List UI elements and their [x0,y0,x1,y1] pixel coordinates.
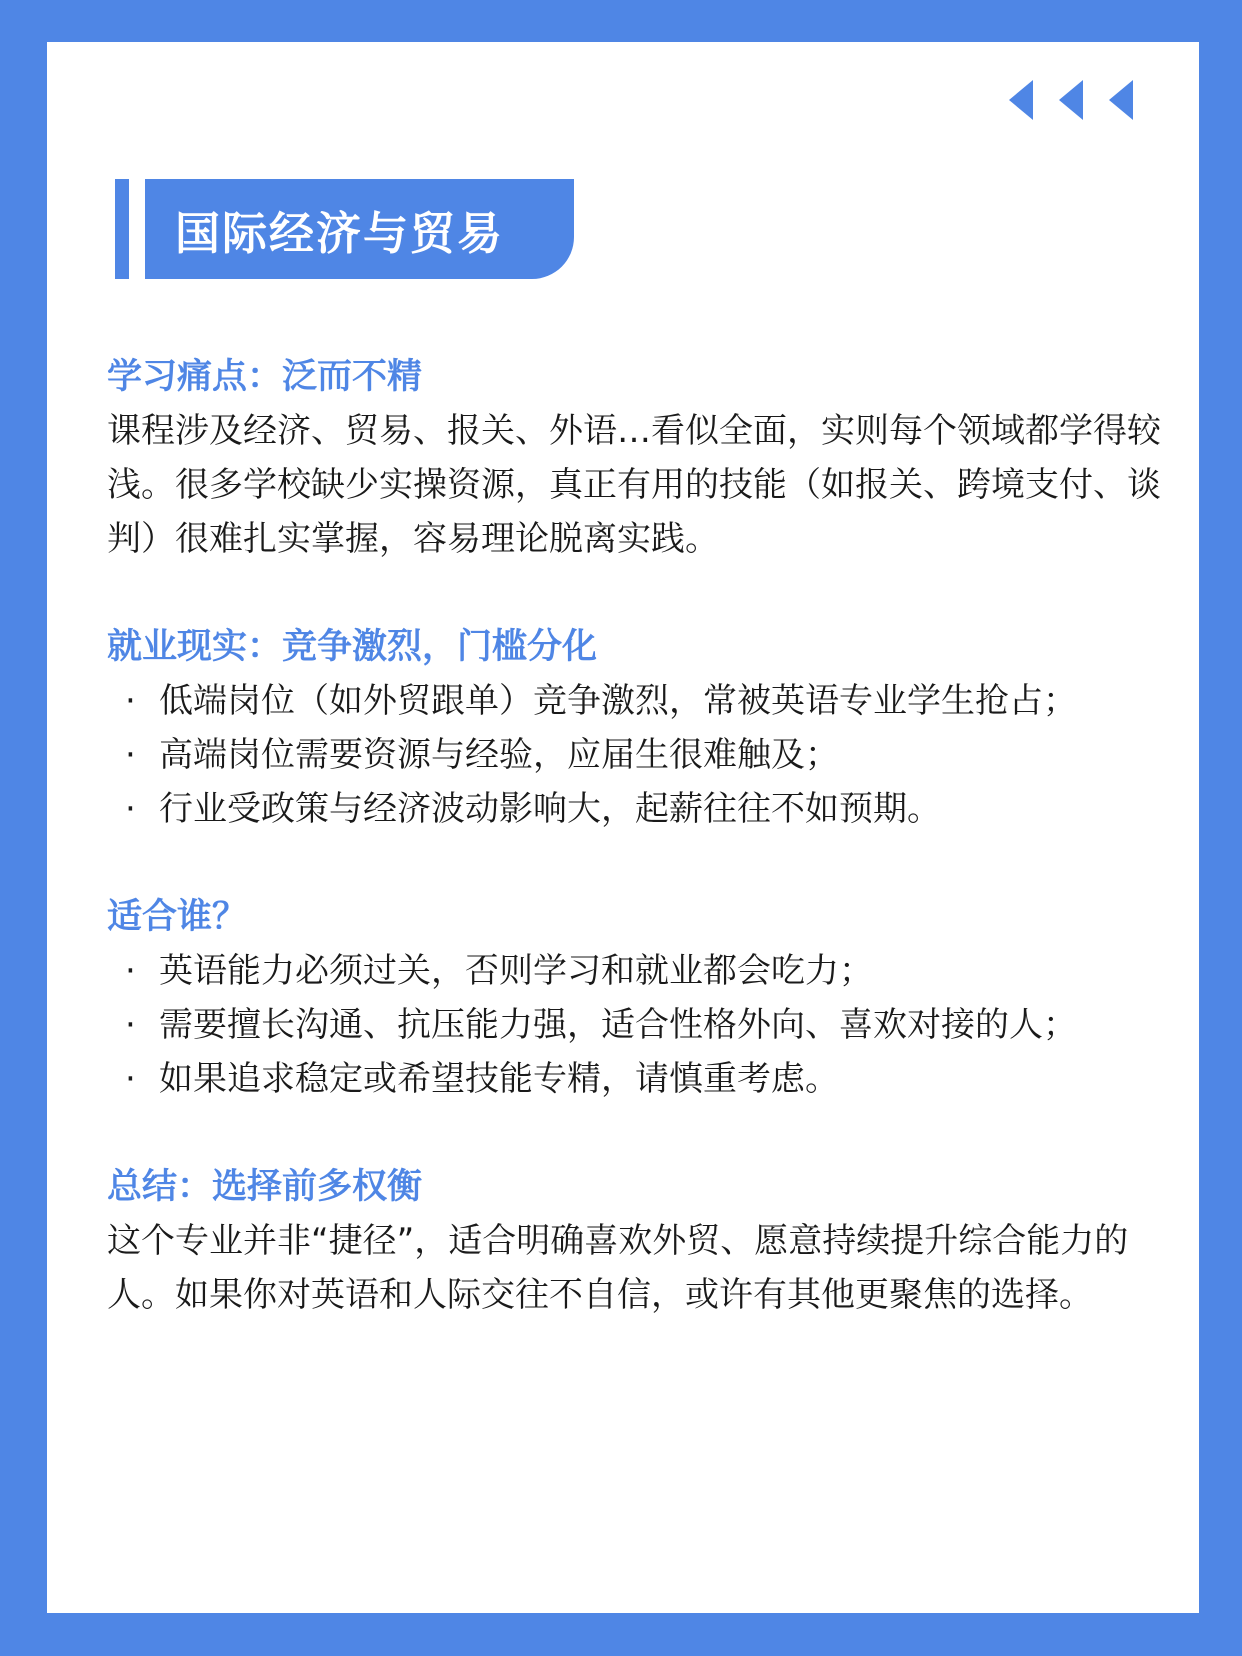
section-heading: 就业现实：竞争激烈，门槛分化 [107,627,598,667]
section-heading: 总结：选择前多权衡 [107,1167,423,1207]
bullet-list [107,944,1162,1106]
list-item-text: 需要擅长沟通、抗压能力强，适合性格外向、喜欢对接的人； [159,1005,1077,1045]
bullet-dot: · [125,681,136,721]
bullet-dot: · [125,1005,136,1045]
bullet-dot: · [125,735,136,775]
bullet-dot: · [125,789,136,829]
title-banner [145,179,574,279]
list-item-text: 如果追求稳定或希望技能专精，请慎重考虑。 [159,1059,839,1099]
list-item [107,782,1162,836]
section-summary [107,1160,1162,1322]
bullet-dot: · [125,1059,136,1099]
section-heading: 学习痛点：泛而不精 [107,357,423,397]
list-item [107,998,1162,1052]
section-suitable-for [107,890,1162,1106]
bullet-list [107,674,1162,836]
article-body [107,350,1162,1322]
content-card [47,42,1199,1613]
list-item-text: 高端岗位需要资源与经验，应届生很难触及； [159,735,839,775]
arrow-left-icon [1059,80,1083,120]
section-paragraph: 这个专业并非“捷径”，适合明确喜欢外贸、愿意持续提升综合能力的人。如果你对英语和人际交往不自信，或许有其他更聚焦的选择。 [107,1221,1129,1315]
bullet-dot: · [125,951,136,991]
list-item [107,674,1162,728]
arrow-left-icon [1009,80,1033,120]
section-employment [107,620,1162,836]
list-item [107,728,1162,782]
arrow-decoration [1009,80,1139,124]
list-item [107,944,1162,998]
page-title: 国际经济与贸易 [175,206,505,260]
section-heading: 适合谁？ [107,897,248,937]
list-item [107,1052,1162,1106]
list-item-text: 行业受政策与经济波动影响大，起薪往往不如预期。 [159,789,941,829]
arrow-left-icon [1109,80,1133,120]
title-accent-bar [115,179,129,279]
list-item-text: 英语能力必须过关，否则学习和就业都会吃力； [159,951,873,991]
list-item-text: 低端岗位（如外贸跟单）竞争激烈，常被英语专业学生抢占； [159,681,1077,721]
section-pain-points [107,350,1162,566]
section-paragraph: 课程涉及经济、贸易、报关、外语…看似全面，实则每个领域都学得较浅。很多学校缺少实操资源，真正有用的技能（如报关、跨境支付、谈判）很难扎实掌握，容易理论脱离实践。 [107,411,1161,559]
